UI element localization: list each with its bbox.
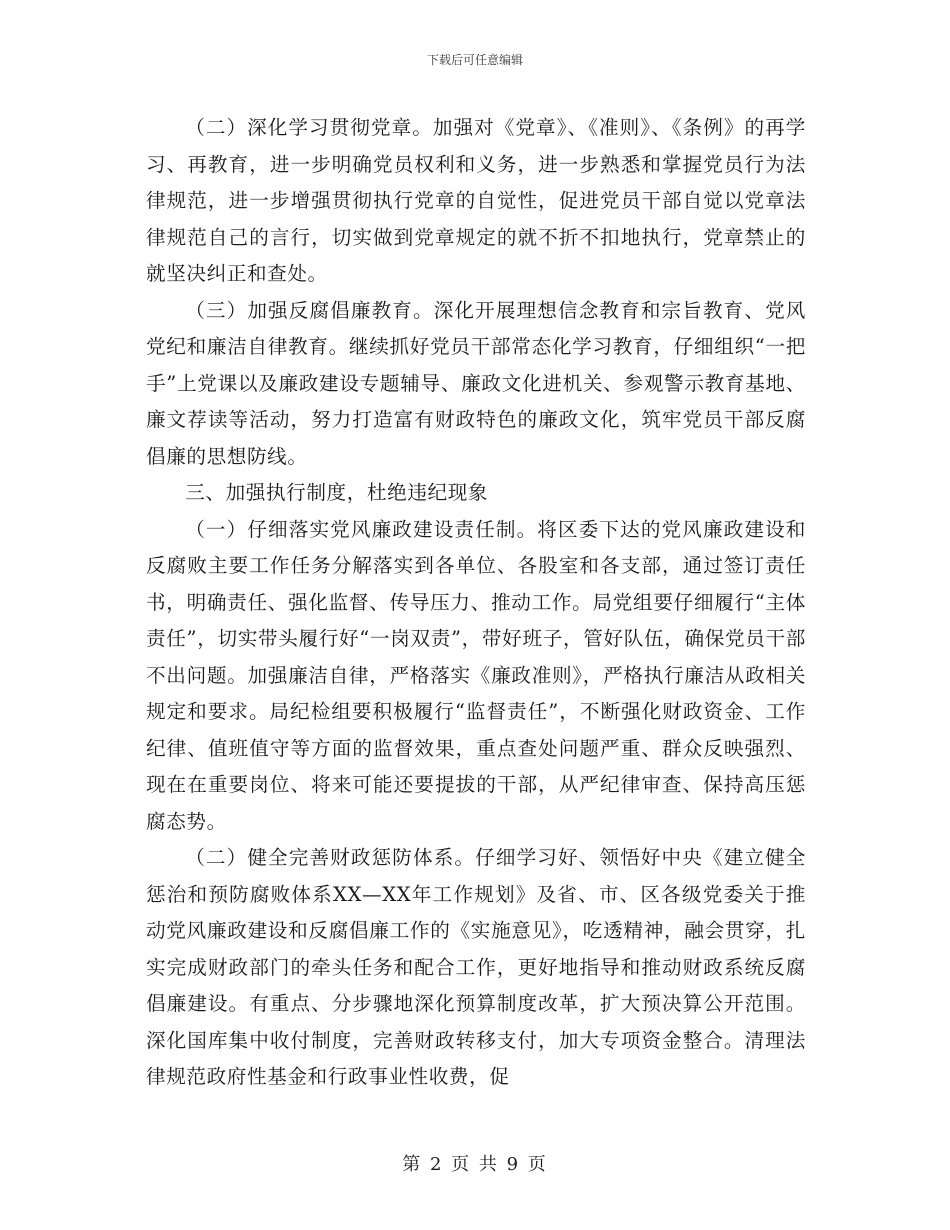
paragraph-anti-corruption-education: （三）加强反腐倡廉教育。深化开展理想信念教育和宗旨教育、党风党纪和廉洁自律教育。继续抓好党员干部常态化学习教育，仔细组织“一把手”上党课以及廉政建设专题辅导、廉政文化进机关、参观警示教育基地、廉文荐读等活动，努力打造富有财政特色的廉政文化，筑牢党员干部反腐倡廉的思想防线。: [146, 298, 806, 468]
page-number-footer: 第 2 页 共 9 页: [402, 1154, 548, 1175]
page-header: 下载后可任意编辑: [426, 53, 523, 67]
paragraph-study-party-constitution: （二）深化学习贯彻党章。加强对《党章》、《准则》、《条例》的再学习、再教育，进一步明确党员权利和义务，进一步熟悉和掌握党员行为法律规范，进一步增强贯彻执行党章的自觉性，促进党员干部自觉以党章法律规范自己的言行，切实做到党章规定的就不折不扣地执行，党章禁止的就坚决纠正和查处。: [146, 116, 806, 285]
section-heading-enforce-system: 三、加强执行制度，杜绝违纪现象: [185, 481, 489, 504]
document-body: [146, 110, 806, 1096]
paragraph-responsibility-system: （一）仔细落实党风廉政建设责任制。将区委下达的党风廉政建设和反腐败主要工作任务分解落实到各单位、各股室和各支部，通过签订责任书，明确责任、强化监督、传导压力、推动工作。局党组要仔细履行“主体责任”，切实带头履行好“一岗双责”，带好班子，管好队伍，确保党员干部不出问题。加强廉洁自律，严格落实《廉政准则》，严格执行廉洁从政相关规定和要求。局纪检组要积极履行“监督责任”，不断强化财政资金、工作纪律、值班值守等方面的监督效果，重点查处问题严重、群众反映强烈、现在在重要岗位、将来可能还要提拔的干部，从严纪律审查、保持高压惩腐态势。: [146, 517, 806, 833]
paragraph-prevention-system: （二）健全完善财政惩防体系。仔细学习好、领悟好中央《建立健全惩治和预防腐败体系XX—XX年工作规划》及省、市、区各级党委关于推动党风廉政建设和反腐倡廉工作的《实施意见》，吃透精神，融会贯穿，扎实完成财政部门的牵头任务和配合工作，更好地指导和推动财政系统反腐倡廉建设。有重点、分步骤地深化预算制度改革，扩大预决算公开范围。深化国库集中收付制度，完善财政转移支付，加大专项资金整合。清理法律规范政府性基金和行政事业性收费，促: [146, 846, 806, 1088]
